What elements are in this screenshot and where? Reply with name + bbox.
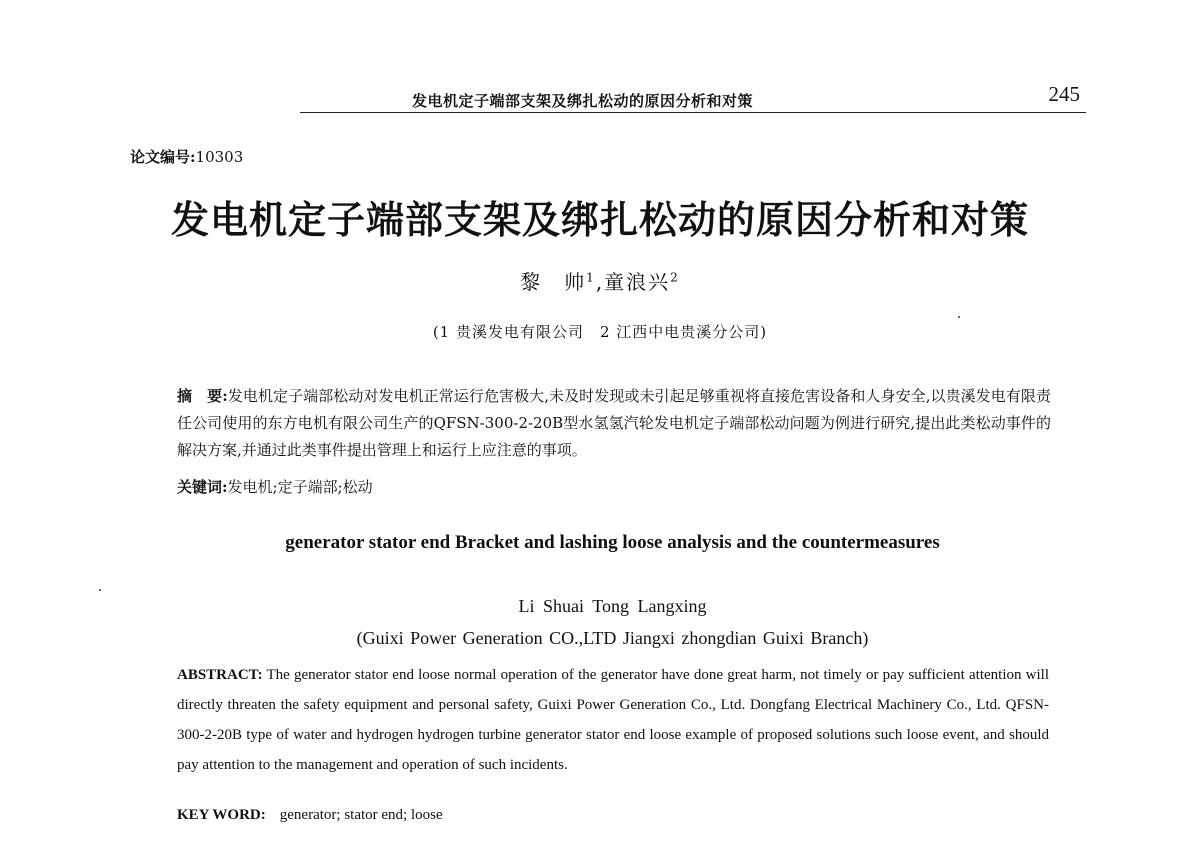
scan-speck <box>958 316 960 318</box>
keywords-cn-label: 关键词: <box>177 478 228 496</box>
affiliation-cn: (1 贵溪发电有限公司 2 江西中电贵溪分公司) <box>432 323 768 341</box>
keywords-en-label: KEY WORD: <box>177 807 266 823</box>
author-separator: , <box>595 270 605 294</box>
paper-title-en: generator stator end Bracket and lashing loose analysis and the countermeasures <box>285 532 940 553</box>
abstract-cn-text: 发电机定子端部松动对发电机正常运行危害极大,未及时发现或未引起足够重视将直接危害设备和人身安全,以贵溪发电有限责任公司使用的东方电机有限公司生产的QFSN-300-2-20B型水氢氢汽轮发电机定子端部松动问题为例进行研究,提出此类松动事件的解决方案,并通过此类事件提出管理上和运行上应注意的事项。 <box>177 387 1051 459</box>
keywords-cn-text: 发电机;定子端部;松动 <box>227 478 373 496</box>
authors-en: Li Shuai Tong Langxing <box>518 596 707 616</box>
abstract-en <box>177 660 1049 780</box>
author-1: 黎 帅 <box>520 270 587 294</box>
keywords-en-text: generator; stator end; loose <box>279 807 443 823</box>
author-1-affil-mark: 1 <box>586 270 596 285</box>
abstract-en-text: The generator stator end loose normal operation of the generator have done great harm, not timely or pay sufficient attention will directly threaten the safety equipment and personal safety, Guixi Power Generation Co., Ltd. Dongfang Electrical Machinery Co., Ltd. QFSN-300-2-20B type of water and hydrogen hydrogen turbine generator stator end loose example of proposed solutions such loose event, and should pay attention to the management and operation of such incidents. <box>177 667 1049 773</box>
author-2: 童浪兴 <box>604 270 671 294</box>
paper-id-label: 论文编号: <box>130 148 196 166</box>
abstract-cn-label: 摘 要: <box>177 387 228 405</box>
keywords-cn <box>177 476 1051 497</box>
affiliation-en: (Guixi Power Generation CO.,LTD Jiangxi zhongdian Guixi Branch) <box>356 628 869 648</box>
running-header <box>300 78 1086 113</box>
abstract-cn <box>177 383 1051 464</box>
keywords-en <box>177 807 1049 824</box>
page-number: 245 <box>1048 82 1080 106</box>
paper-id <box>130 146 243 167</box>
authors-cn <box>0 266 1200 295</box>
paper-id-value: 10303 <box>195 148 244 166</box>
scan-speck <box>99 589 101 591</box>
author-2-affil-mark: 2 <box>670 270 680 285</box>
abstract-en-label: ABSTRACT: <box>177 667 263 683</box>
paper-title-cn: 发电机定子端部支架及绑扎松动的原因分析和对策 <box>170 198 1029 242</box>
running-title: 发电机定子端部支架及绑扎松动的原因分析和对策 <box>412 92 754 110</box>
